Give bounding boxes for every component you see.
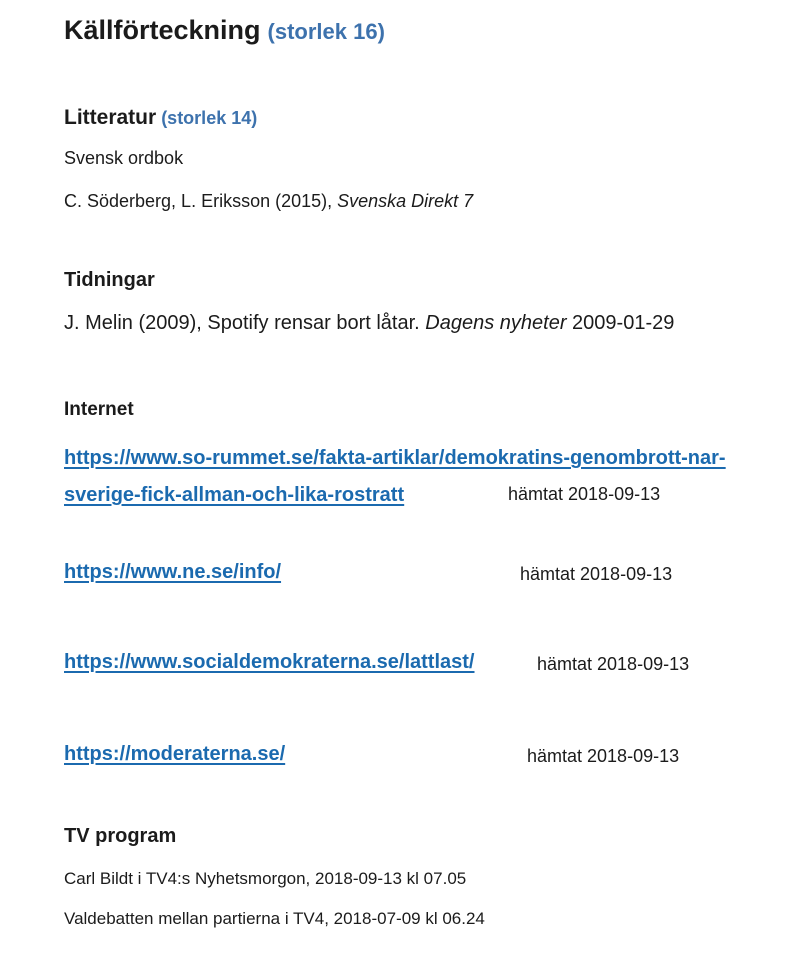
heading-litteratur-text: Litteratur xyxy=(64,106,157,129)
retrieved-date-ne-se: hämtat 2018-09-13 xyxy=(520,564,673,584)
litteratur-entry-ordbok: Svensk ordbok xyxy=(64,148,184,168)
entry-authors-year: C. Söderberg, L. Eriksson (2015), xyxy=(64,191,338,211)
entry-book-title-italic: Svenska Direkt 7 xyxy=(337,191,474,211)
retrieved-date-socialdemokraterna: hämtat 2018-09-13 xyxy=(537,654,690,674)
entry-date: 2009-01-29 xyxy=(566,312,675,334)
heading-litteratur-size-note: (storlek 14) xyxy=(161,108,258,128)
page-title-text: Källförteckning xyxy=(64,15,261,45)
link-line-1: https://www.so-rummet.se/fakta-artiklar/demokratins-genombrott-nar- xyxy=(64,447,726,469)
tv-entry-carl-bildt: Carl Bildt i TV4:s Nyhetsmorgon, 2018-09-13 kl 07.05 xyxy=(64,869,467,888)
link-line-2: sverige-fick-allman-och-lika-rostratt xyxy=(64,484,405,506)
tidningar-entry-melin xyxy=(64,312,674,335)
link-ne-se[interactable]: https://www.ne.se/info/ xyxy=(64,561,282,583)
page-title xyxy=(64,15,385,46)
heading-litteratur xyxy=(64,106,257,130)
tv-entry-valdebatten: Valdebatten mellan partierna i TV4, 2018-07-09 kl 06.24 xyxy=(64,909,485,928)
retrieved-date-moderaterna: hämtat 2018-09-13 xyxy=(527,746,680,766)
entry-newspaper-italic: Dagens nyheter xyxy=(425,312,567,334)
heading-tidningar: Tidningar xyxy=(64,269,155,291)
retrieved-date-so-rummet: hämtat 2018-09-13 xyxy=(508,484,661,504)
heading-internet: Internet xyxy=(64,399,134,420)
link-moderaterna[interactable]: https://moderaterna.se/ xyxy=(64,743,286,765)
page-title-size-note: (storlek 16) xyxy=(267,19,385,44)
entry-author-article: J. Melin (2009), Spotify rensar bort låtar. xyxy=(64,312,426,334)
litteratur-entry-soderberg xyxy=(64,191,473,212)
heading-tv-program: TV program xyxy=(64,825,177,847)
link-socialdemokraterna[interactable]: https://www.socialdemokraterna.se/lattlast/ xyxy=(64,651,475,673)
